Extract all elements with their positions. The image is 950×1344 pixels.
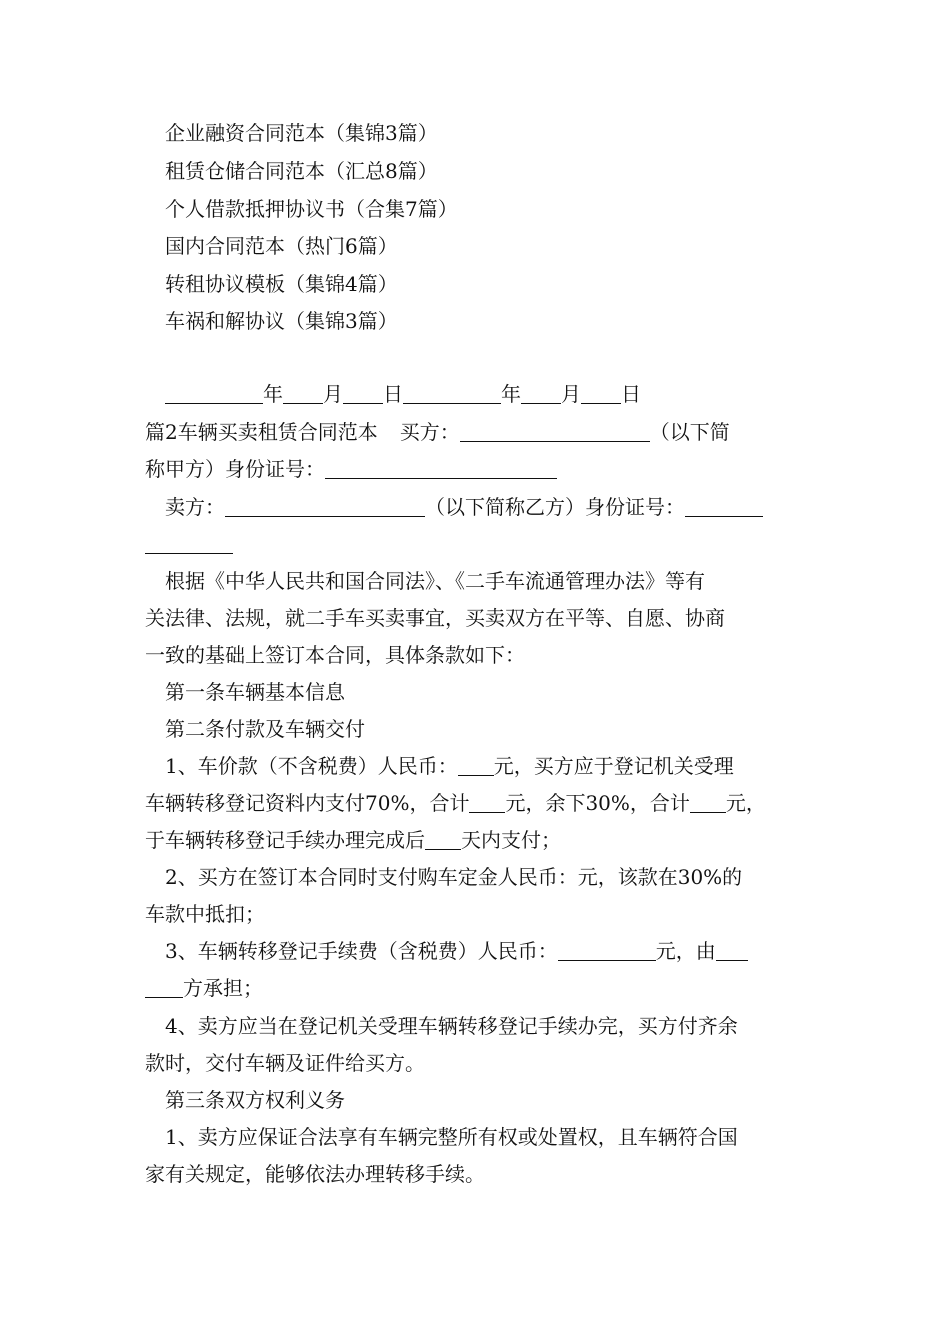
seller-id-cont-line <box>145 526 825 563</box>
clause-2-1-text-f: 于车辆转移登记手续办理完成后 <box>145 828 425 852</box>
clause-2-1-text-g: 天内支付； <box>461 828 561 852</box>
blank-year-2 <box>403 381 501 404</box>
price-blank <box>458 753 494 776</box>
clause-2-1-line-3 <box>145 822 825 859</box>
related-link-5[interactable]: 转租协议模板（集锦4篇） <box>165 272 398 296</box>
payment-30-blank <box>690 790 726 813</box>
blank-year-1 <box>165 381 263 404</box>
clause-2-1-text-a: 1、车价款（不含税费）人民币： <box>165 754 458 778</box>
clause-2-1-text-e: 元， <box>725 791 766 815</box>
buyer-id-label: 称甲方）身份证号： <box>145 457 325 481</box>
date-day-label: 日 <box>383 382 403 406</box>
buyer-suffix: （以下简 <box>649 420 730 444</box>
buyer-name-blank <box>460 419 650 442</box>
section-heading-1: 第一条车辆基本信息 <box>165 680 345 704</box>
seller-name-blank <box>225 494 425 517</box>
party-blank-cont <box>145 975 183 998</box>
buyer-label: 买方： <box>399 420 460 444</box>
related-link-4[interactable]: 国内合同范本（热门6篇） <box>165 234 398 258</box>
clause-2-1-text-d: 元，余下30%，合计 <box>505 791 690 815</box>
related-link-6[interactable]: 车祸和解协议（集锦3篇） <box>165 309 398 333</box>
intro-line-2: 关法律、法规，就二手车买卖事宜，买卖双方在平等、自愿、协商 <box>145 606 725 630</box>
date-year-label: 年 <box>263 382 283 406</box>
clause-3-1-line-2: 家有关规定，能够依法办理转移手续。 <box>145 1162 485 1186</box>
clause-2-2-line-2: 车款中抵扣； <box>145 902 265 926</box>
clause-2-2-line-1: 2、买方在签订本合同时支付购车定金人民币：元，该款在30%的 <box>165 865 743 889</box>
date-month-label: 月 <box>323 382 343 406</box>
section-heading-3: 第三条双方权利义务 <box>165 1088 345 1112</box>
fee-blank <box>558 938 656 961</box>
seller-suffix: （以下简称乙方）身份证号： <box>425 495 685 519</box>
related-link-1[interactable]: 企业融资合同范本（集锦3篇） <box>165 121 438 145</box>
blank-day-1 <box>343 381 383 404</box>
buyer-id-blank <box>325 456 557 479</box>
clause-2-1-line-1 <box>165 748 845 785</box>
clause-2-1-line-2 <box>145 785 825 822</box>
date-day-label-2: 日 <box>621 382 641 406</box>
article-title: 篇2车辆买卖租赁合同范本 <box>145 420 378 444</box>
seller-label: 卖方： <box>165 495 225 519</box>
clause-2-3-text-b: 元，由 <box>655 939 716 963</box>
article-title-line <box>145 414 825 451</box>
seller-line <box>165 489 845 526</box>
signature-date-line <box>165 376 845 413</box>
blank-month-2 <box>521 381 561 404</box>
clause-2-1-text-b: 元，买方应于登记机关受理 <box>493 754 734 778</box>
clause-2-3-text-c: 方承担； <box>183 976 263 1000</box>
party-blank <box>716 938 748 961</box>
clause-2-3-line-1 <box>165 933 845 970</box>
buyer-id-line <box>145 451 825 488</box>
intro-line-3: 一致的基础上签订本合同，具体条款如下： <box>145 643 525 667</box>
days-blank <box>425 827 461 850</box>
related-link-3[interactable]: 个人借款抵押协议书（合集7篇） <box>165 197 458 221</box>
blank-day-2 <box>581 381 621 404</box>
seller-id-blank <box>685 494 763 517</box>
intro-line-1: 根据《中华人民共和国合同法》、《二手车流通管理办法》等有 <box>165 569 705 593</box>
payment-70-blank <box>469 790 505 813</box>
clause-2-4-line-2: 款时，交付车辆及证件给买方。 <box>145 1051 425 1075</box>
seller-id-blank-cont <box>145 531 233 554</box>
date-year-label-2: 年 <box>501 382 521 406</box>
clause-2-1-text-c: 车辆转移登记资料内支付70%，合计 <box>145 791 470 815</box>
blank-month-1 <box>283 381 323 404</box>
clause-2-4-line-1: 4、卖方应当在登记机关受理车辆转移登记手续办完，买方付齐余 <box>165 1014 738 1038</box>
related-link-2[interactable]: 租赁仓储合同范本（汇总8篇） <box>165 159 438 183</box>
clause-2-3-line-2 <box>145 970 825 1007</box>
clause-2-3-text-a: 3、车辆转移登记手续费（含税费）人民币： <box>165 939 558 963</box>
clause-3-1-line-1: 1、卖方应保证合法享有车辆完整所有权或处置权，且车辆符合国 <box>165 1125 738 1149</box>
section-heading-2: 第二条付款及车辆交付 <box>165 717 365 741</box>
date-month-label-2: 月 <box>561 382 581 406</box>
